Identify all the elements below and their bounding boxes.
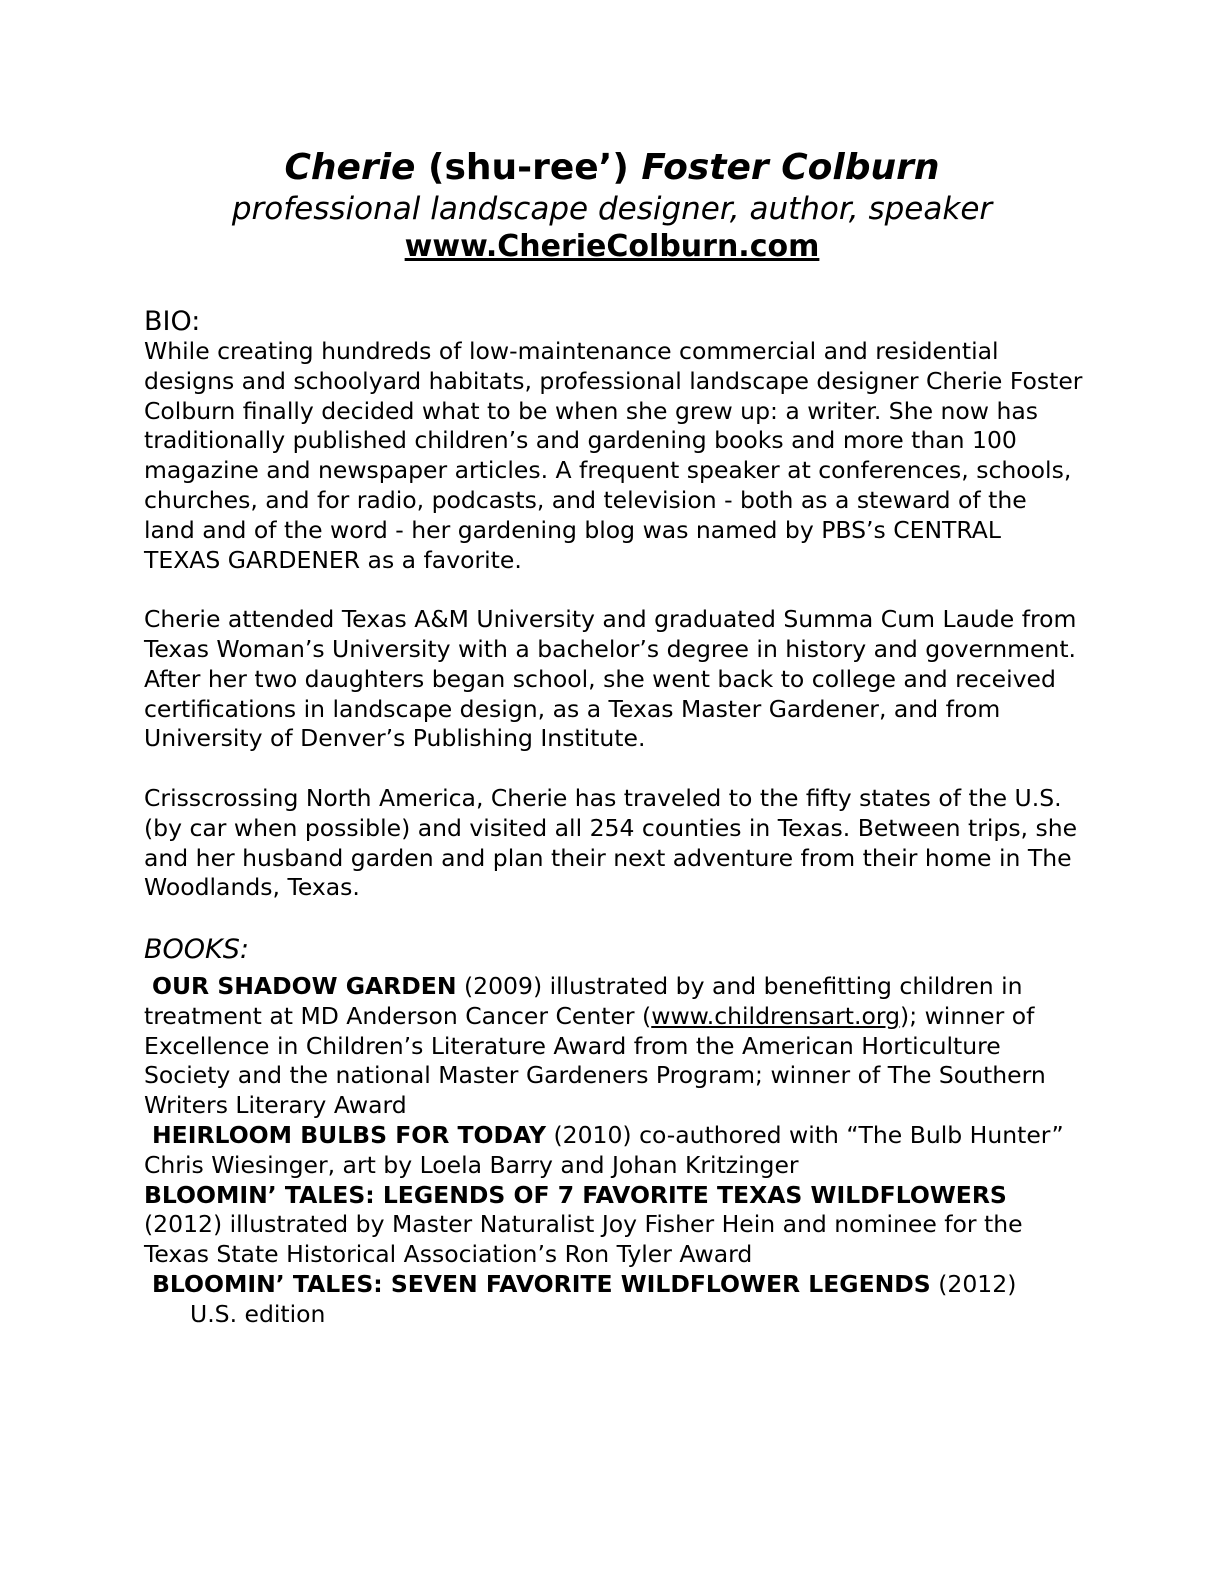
bio-section [144,337,1084,903]
book-item [144,1121,1084,1181]
book-title: OUR SHADOW GARDEN [152,972,457,1000]
book-title: BLOOMIN’ TALES: SEVEN FAVORITE WILDFLOWER LEGENDS [152,1269,931,1298]
book-description: (2009) illustrated by and benefitting children in treatment at MD Anderson Cancer Center ( [144,972,1023,1030]
author-subtitle: professional landscape designer, author, speaker [231,191,993,227]
bio-paragraph-1: While creating hundreds of low-maintenance commercial and residential designs and schoolyard habitats, professional landscape designer Cherie Foster Colburn finally decided what to be when she grew up: a writer. She now has traditionally published children’s and gardening books and more than 100 magazine and newspaper articles. A frequent speaker at conferences, schools, churches, and for radio, podcasts, and television - both as a steward of the land and of the word - her gardening blog was named by PBS’s CENTRAL TEXAS GARDENER as a favorite. [144,337,1083,574]
book-title: BLOOMIN’ TALES: LEGENDS OF 7 FAVORITE TEXAS WILDFLOWERS [144,1180,1007,1209]
book-item [144,1181,1084,1270]
book-description-cont: ); winner of Excellence in Children’s Literature Award from the American Horticulture Society and the national Master Gardeners Program; winner of The Southern Writers Literary Award [144,1001,1046,1120]
author-name-title [0,146,1224,190]
bio-paragraph-3: Crisscrossing North America, Cherie has traveled to the fifty states of the U.S. (by car when possible) and visited all 254 counties in Texas. Between trips, she and her husband garden and plan their next adventure from their home in The Woodlands, Texas. [144,783,1078,902]
book-item [144,1270,1084,1300]
book-description: (2010) co-authored with “The Bulb Hunter” Chris Wiesinger, art by Loela Barry and Johan Kritzinger [144,1120,1064,1179]
book-title: HEIRLOOM BULBS FOR TODAY [152,1120,546,1149]
books-section [144,972,1084,1330]
book-edition: U.S. edition [190,1299,326,1328]
book-item [144,972,1084,1121]
title-last-name: Foster Colburn [641,147,940,188]
title-pronunciation: (shu-ree’) [415,147,642,188]
childrensart-link[interactable]: www.childrensart.org [651,1001,901,1030]
book-description: (2012) illustrated by Master Naturalist Joy Fisher Hein and nominee for the Texas State Historical Association’s Ron Tyler Award [144,1210,1023,1269]
books-heading: BOOKS: [144,934,249,965]
bio-heading: BIO: [144,306,201,337]
bio-paragraph-2: Cherie attended Texas A&M University and graduated Summa Cum Laude from Texas Woman’s University with a bachelor’s degree in history and government. After her two daughters began school, she went back to college and received certifications in landscape design, as a Texas Master Gardener, and from University of Denver’s Publishing Institute. [144,605,1077,753]
book-description: (2012) [930,1269,1017,1298]
title-first-name: Cherie [284,147,416,188]
website-link[interactable]: www.CherieColburn.com [404,229,820,264]
